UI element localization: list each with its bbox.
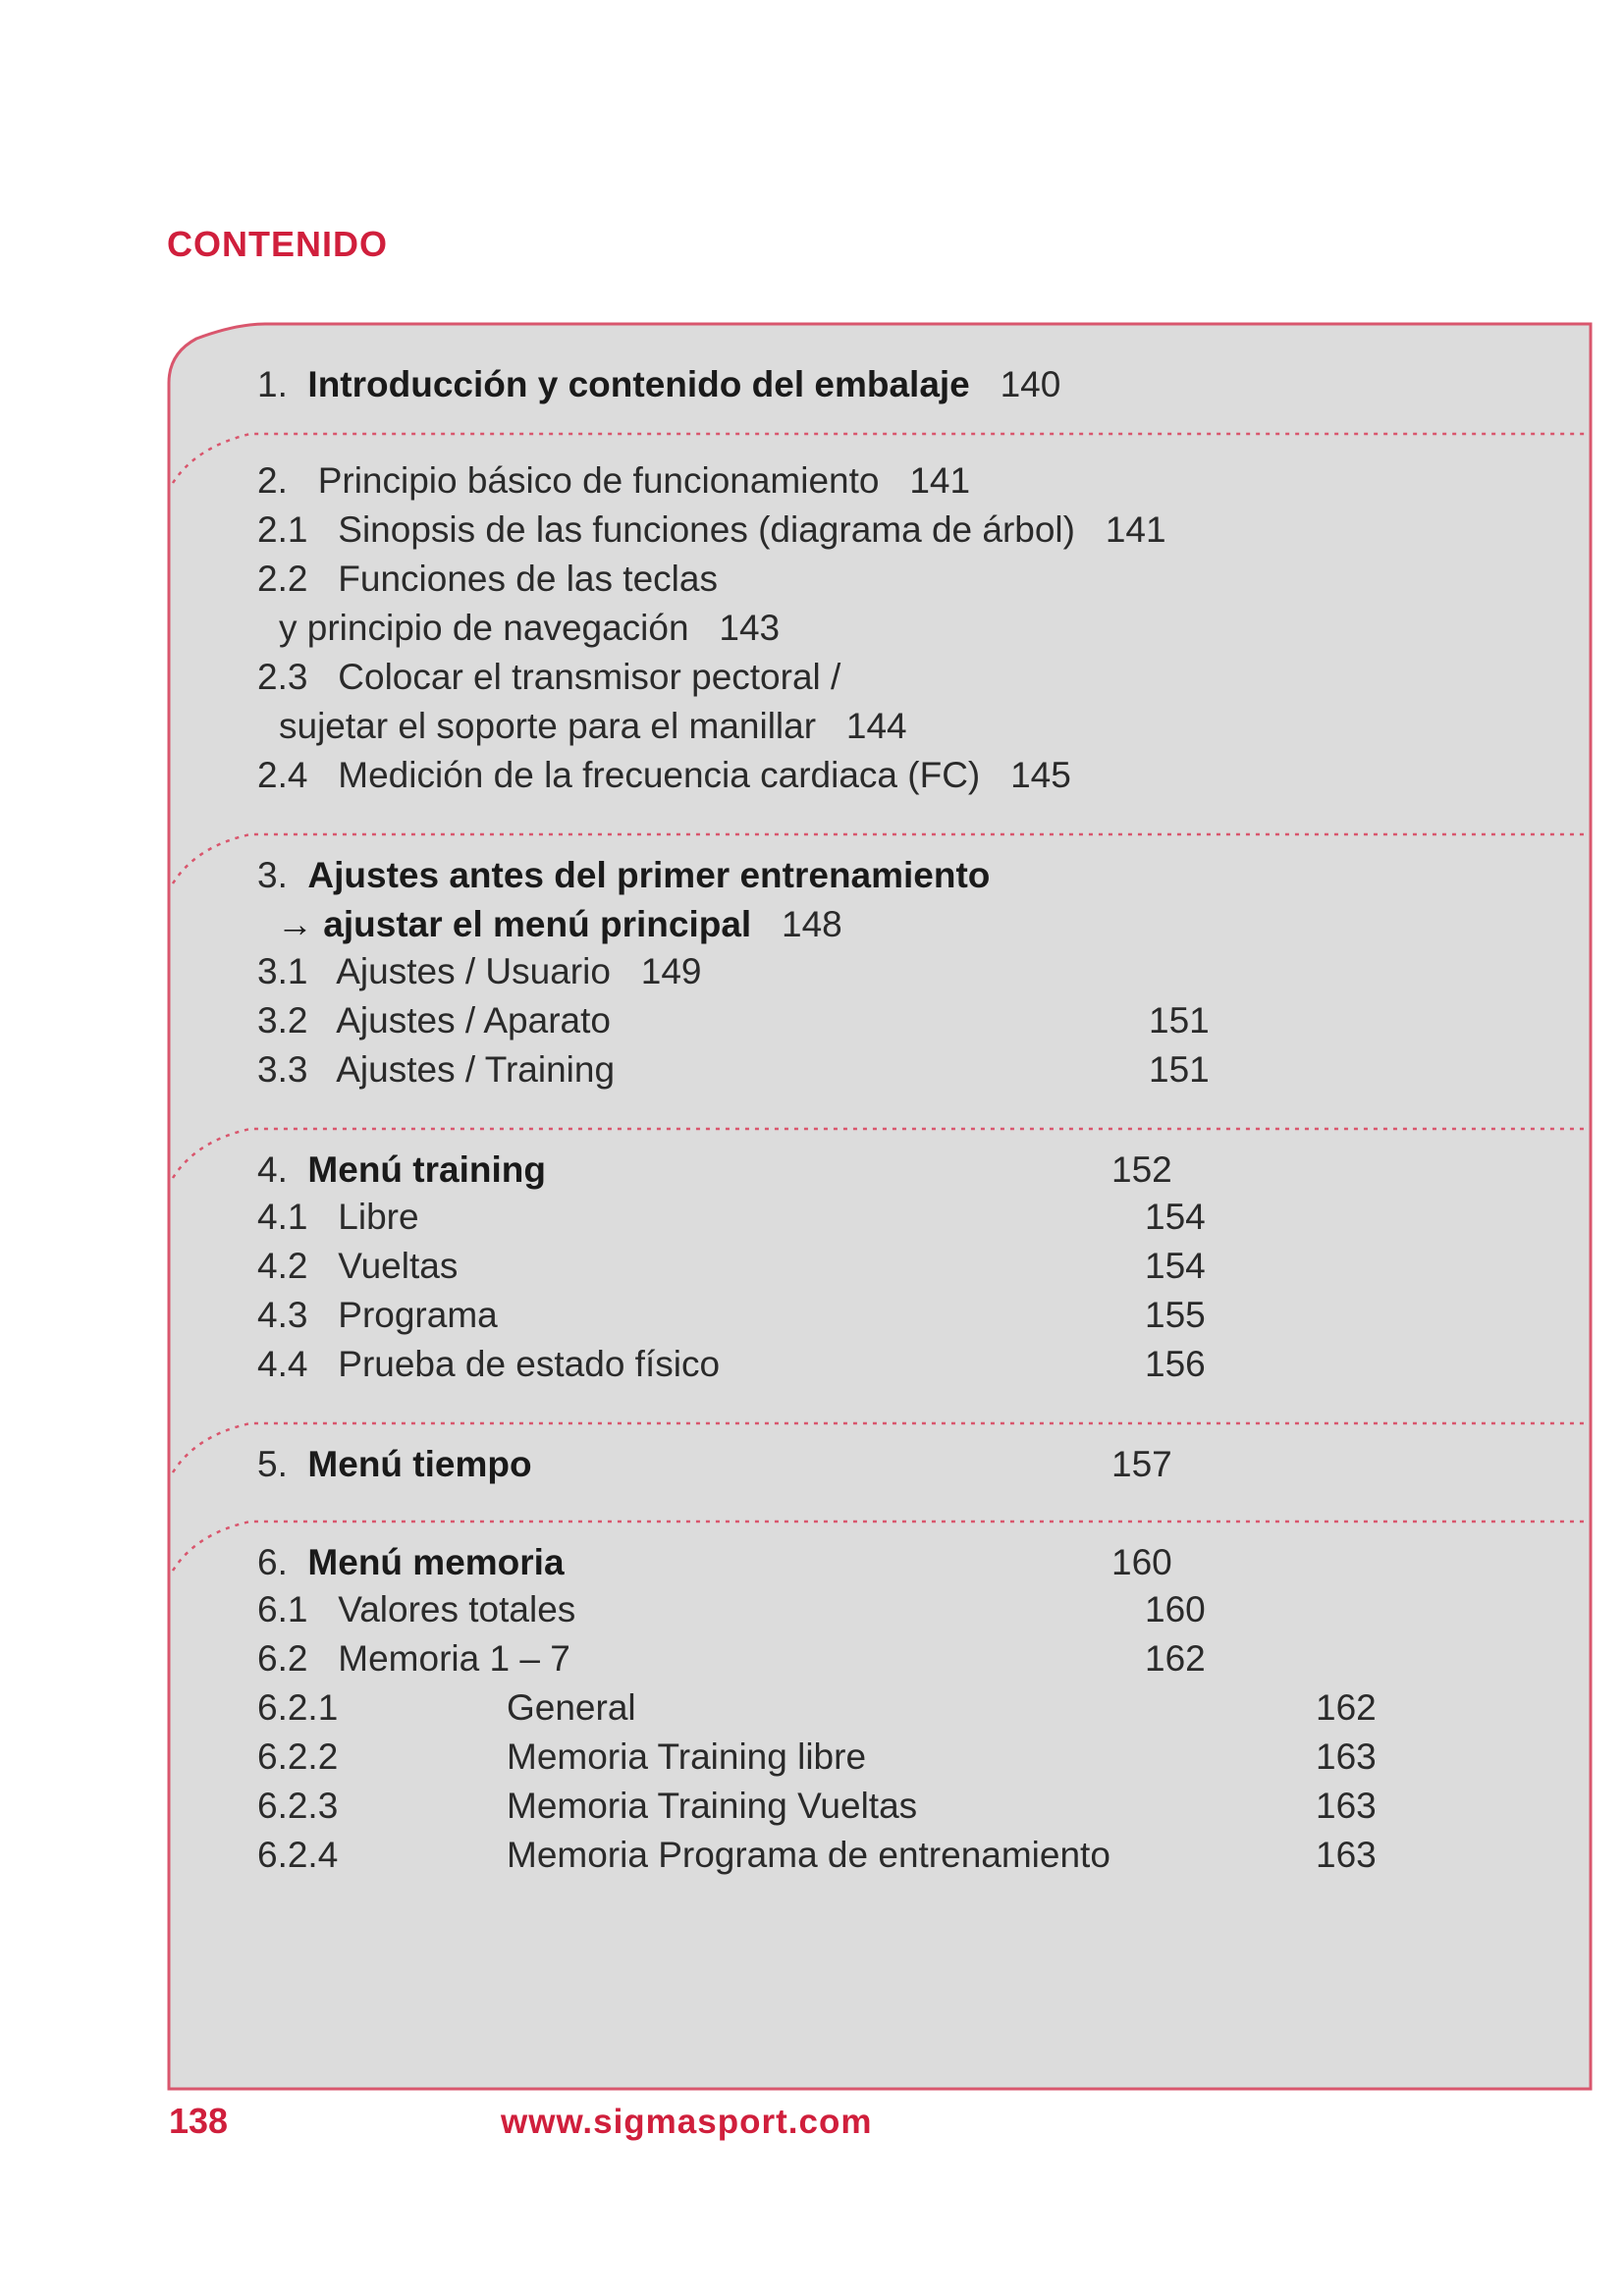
entry-page: 162	[1145, 1638, 1206, 1679]
toc-entry-3-1[interactable]	[257, 950, 702, 993]
entry-number: 6.	[257, 1542, 288, 1582]
entry-title: Prueba de estado físico	[338, 1344, 721, 1384]
entry-page: 154	[1145, 1246, 1206, 1286]
entry-title: Memoria Training Vueltas	[507, 1786, 918, 1826]
entry-number: 4.1	[257, 1197, 308, 1237]
entry-number: 3.2	[257, 1000, 308, 1041]
entry-page: 151	[1149, 1049, 1210, 1090]
entry-title: General	[507, 1687, 636, 1728]
toc-entry-6-2-1[interactable]	[257, 1686, 338, 1730]
entry-page: 141	[1105, 509, 1166, 550]
entry-page: 154	[1145, 1197, 1206, 1237]
entry-number: 2.4	[257, 755, 308, 795]
entry-page: 148	[782, 904, 842, 944]
toc-entry-6-2-2[interactable]	[257, 1735, 338, 1779]
entry-page: 157	[1111, 1444, 1172, 1484]
entry-title: Colocar el transmisor pectoral /	[338, 657, 841, 697]
toc-entry-4-2[interactable]	[257, 1245, 458, 1288]
toc-entry-4-4[interactable]	[257, 1343, 720, 1386]
entry-title: Sinopsis de las funciones (diagrama de árbol)	[338, 509, 1075, 550]
entry-number: 6.2	[257, 1638, 308, 1679]
entry-title: Principio básico de funcionamiento	[317, 460, 880, 501]
entry-number: 2.	[257, 460, 288, 501]
toc-entry-6-2-3[interactable]	[257, 1785, 338, 1828]
entry-title: Menú memoria	[307, 1542, 565, 1582]
entry-page: 143	[719, 608, 781, 648]
toc-entry-6-2-4[interactable]	[257, 1834, 338, 1877]
entry-title: Menú training	[307, 1149, 546, 1190]
entry-title: Medición de la frecuencia cardiaca (FC)	[338, 755, 981, 795]
entry-title: Memoria Training libre	[507, 1736, 867, 1777]
entry-page: 160	[1111, 1542, 1172, 1582]
entry-page: 152	[1111, 1149, 1172, 1190]
toc-entry-3[interactable]	[257, 854, 990, 897]
entry-number: 6.2.1	[257, 1687, 339, 1728]
entry-title-continued: y principio de navegación	[279, 608, 689, 648]
entry-number: 4.3	[257, 1295, 308, 1335]
entry-title: Ajustes / Aparato	[336, 1000, 611, 1041]
toc-entry-2-4[interactable]	[257, 754, 1071, 797]
toc-entry-3-2[interactable]	[257, 999, 611, 1042]
toc-entry-3-3[interactable]	[257, 1048, 615, 1092]
entry-page: 149	[640, 951, 702, 991]
entry-page: 163	[1316, 1786, 1377, 1826]
toc-entry-5[interactable]	[257, 1443, 532, 1486]
entry-title: Libre	[338, 1197, 419, 1237]
entry-page: 160	[1145, 1589, 1206, 1629]
entry-number: 4.	[257, 1149, 288, 1190]
entry-title: Ajustes / Usuario	[336, 951, 611, 991]
toc-entry-2[interactable]	[257, 459, 970, 503]
toc-entry-4[interactable]	[257, 1148, 546, 1192]
entry-page: 156	[1145, 1344, 1206, 1384]
toc-entry-2-1[interactable]	[257, 508, 1166, 552]
toc-entry-4-3[interactable]	[257, 1294, 498, 1337]
entry-page: 144	[845, 706, 907, 746]
entry-title: Memoria Programa de entrenamiento	[507, 1835, 1110, 1875]
toc-entry-6-2[interactable]	[257, 1637, 570, 1681]
entry-number: 2.3	[257, 657, 308, 697]
entry-title-continued: sujetar el soporte para el manillar	[279, 706, 817, 746]
entry-number: 2.2	[257, 559, 308, 599]
toc-entry-2-2-cont[interactable]	[279, 607, 780, 650]
entry-number: 4.2	[257, 1246, 308, 1286]
toc-entry-3-cont[interactable]	[277, 903, 842, 946]
entry-page: 145	[1010, 755, 1071, 795]
entry-title: Funciones de las teclas	[338, 559, 718, 599]
entry-title: Ajustes antes del primer entrenamiento	[307, 855, 991, 895]
entry-page: 163	[1316, 1835, 1377, 1875]
entry-title: Introducción y contenido del embalaje	[307, 364, 970, 404]
entry-title: Menú tiempo	[307, 1444, 532, 1484]
entry-page: 141	[909, 460, 971, 501]
entry-title-continued: → ajustar el menú principal	[277, 904, 752, 944]
toc-entry-2-3-cont[interactable]	[279, 705, 907, 748]
entry-title: Programa	[338, 1295, 498, 1335]
toc-entry-6-1[interactable]	[257, 1588, 575, 1631]
entry-number: 3.1	[257, 951, 308, 991]
toc-entry-4-1[interactable]	[257, 1196, 419, 1239]
toc-entry-2-3[interactable]	[257, 656, 840, 699]
entry-number: 6.2.4	[257, 1835, 339, 1875]
entry-page: 140	[1000, 364, 1061, 404]
entry-title: Vueltas	[338, 1246, 459, 1286]
entry-number: 6.1	[257, 1589, 308, 1629]
entry-number: 6.2.2	[257, 1736, 339, 1777]
toc-entry-2-2[interactable]	[257, 558, 718, 601]
entry-number: 6.2.3	[257, 1786, 339, 1826]
page-title: CONTENIDO	[167, 224, 388, 264]
toc-entry-6[interactable]	[257, 1541, 565, 1584]
entry-number: 3.	[257, 855, 288, 895]
entry-title: Memoria 1 – 7	[338, 1638, 570, 1679]
page-number: 138	[169, 2101, 229, 2141]
entry-number: 3.3	[257, 1049, 308, 1090]
website-link[interactable]: www.sigmasport.com	[501, 2103, 873, 2141]
entry-page: 155	[1145, 1295, 1206, 1335]
entry-number: 5.	[257, 1444, 288, 1484]
entry-page: 151	[1149, 1000, 1210, 1041]
toc-entry-1[interactable]	[257, 363, 1060, 406]
entry-number: 2.1	[257, 509, 308, 550]
entry-number: 1.	[257, 364, 288, 404]
entry-title: Valores totales	[338, 1589, 576, 1629]
entry-page: 162	[1316, 1687, 1377, 1728]
entry-number: 4.4	[257, 1344, 308, 1384]
entry-title: Ajustes / Training	[336, 1049, 616, 1090]
entry-page: 163	[1316, 1736, 1377, 1777]
